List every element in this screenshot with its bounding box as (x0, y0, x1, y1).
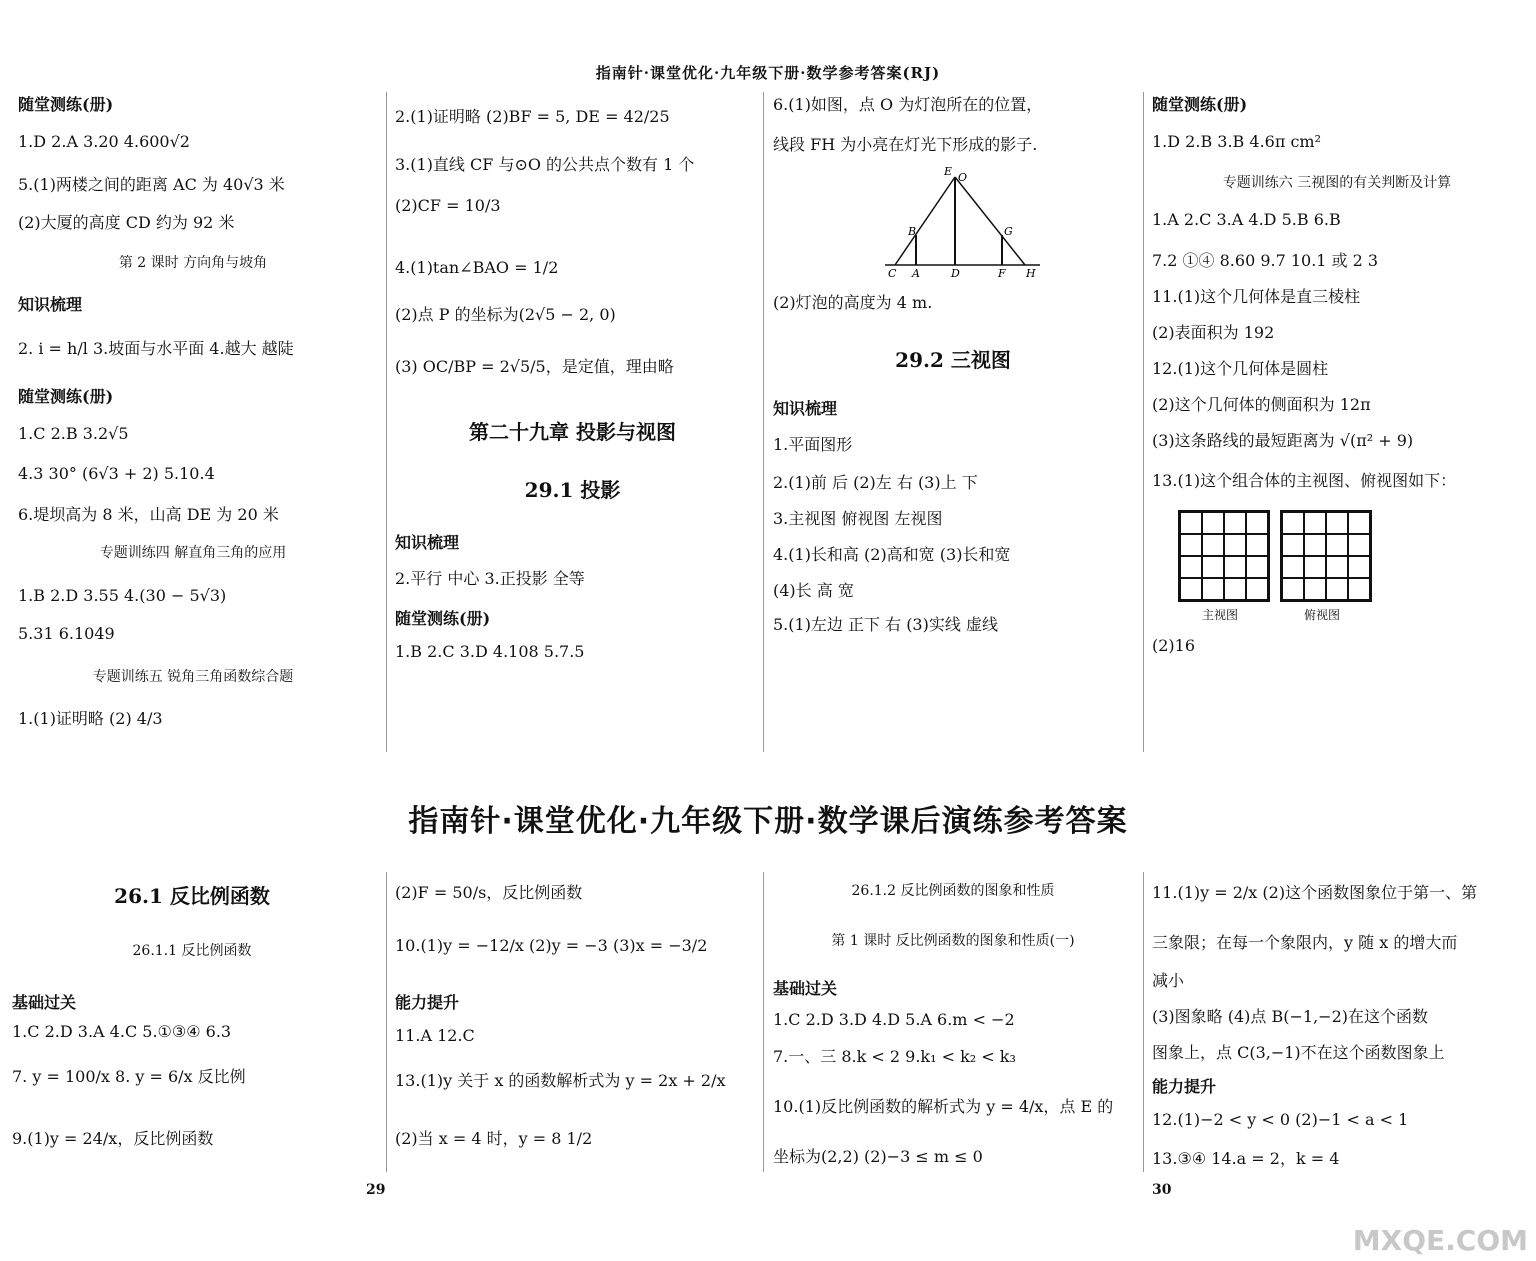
answer-line: 随堂测练(册) (395, 609, 491, 628)
grid-cell (1202, 534, 1224, 556)
grid-cell (1348, 578, 1370, 600)
answer-line: (2)当 x = 4 时，y = 8 1/2 (395, 1129, 593, 1148)
grid-cell (1246, 578, 1268, 600)
grid-cell (1180, 534, 1202, 556)
answer-line: 1.B 2.D 3.55 4.(30 − 5√3) (18, 586, 227, 605)
grid-cell (1246, 534, 1268, 556)
running-header: 指南针·课堂优化·九年级下册·数学参考答案(RJ) (595, 64, 941, 82)
answer-line: 减小 (1152, 971, 1185, 990)
answer-line: (2)点 P 的坐标为(2√5 − 2, 0) (395, 305, 616, 324)
answer-line: (2)大厦的高度 CD 约为 92 米 (18, 213, 235, 232)
answer-line: (2)灯泡的高度为 4 m. (773, 293, 933, 312)
answer-line: 4.(1)长和高 (2)高和宽 (3)长和宽 (773, 545, 1011, 564)
answer-line: 专题训练四 解直角三角的应用 (99, 545, 287, 561)
front-view-grid (1178, 510, 1270, 602)
answer-line: 第 2 课时 方向角与坡角 (118, 255, 268, 271)
figure-point-label: C (888, 267, 897, 280)
answer-line: 线段 FH 为小亮在灯光下形成的影子. (773, 135, 1038, 154)
grid-cell (1326, 578, 1348, 600)
answer-line: 3.(1)直线 CF 与⊙O 的公共点个数有 1 个 (395, 155, 695, 174)
figure-point-label: B (908, 225, 917, 238)
answer-line: 5.(1)左边 正下 右 (3)实线 虚线 (773, 615, 998, 634)
view-caption: 主视图 (1202, 608, 1239, 622)
figure-point-label: H (1026, 267, 1036, 280)
answer-line: 5.(1)两楼之间的距离 AC 为 40√3 米 (18, 175, 285, 194)
answer-line: 29.2 三视图 (895, 348, 1011, 372)
answer-line: 13.(1)这个组合体的主视图、俯视图如下： (1152, 471, 1457, 490)
column-divider (386, 872, 387, 1172)
answer-line: 12.(1)−2 < y < 0 (2)−1 < a < 1 (1152, 1110, 1409, 1129)
answer-line: (3)这条路线的最短距离为 √(π² + 9) (1152, 431, 1414, 450)
answer-line: 2.(1)前 后 (2)左 右 (3)上 下 (773, 473, 978, 492)
answer-line: 基础过关 (12, 993, 77, 1012)
answer-line: (2)16 (1152, 636, 1196, 655)
answer-line: 1.D 2.A 3.20 4.600√2 (18, 132, 190, 151)
column-divider (763, 872, 764, 1172)
lamp-shadow-figure (880, 165, 1050, 280)
grid-cell (1282, 578, 1304, 600)
answer-line: 11.(1)y = 2/x (2)这个函数图象位于第一、第 (1152, 883, 1478, 902)
answer-line: 三象限；在每一个象限内，y 随 x 的增大而 (1152, 933, 1458, 952)
grid-cell (1180, 512, 1202, 534)
answer-line: 随堂测练(册) (18, 387, 114, 406)
grid-cell (1246, 512, 1268, 534)
answer-line: 第二十九章 投影与视图 (469, 420, 676, 444)
answer-line: 图象上，点 C(3,−1)不在这个函数图象上 (1152, 1043, 1445, 1062)
answer-line: 专题训练六 三视图的有关判断及计算 (1222, 175, 1452, 191)
grid-cell (1202, 578, 1224, 600)
page-number-right: 30 (1152, 1182, 1172, 1198)
answer-line: 1.A 2.C 3.A 4.D 5.B 6.B (1152, 210, 1341, 229)
view-caption: 俯视图 (1304, 608, 1341, 622)
answer-line: (2)F = 50/s，反比例函数 (395, 883, 583, 902)
grid-cell (1282, 512, 1304, 534)
answer-line: 1.(1)证明略 (2) 4/3 (18, 709, 163, 728)
answer-line: 2.平行 中心 3.正投影 全等 (395, 569, 585, 588)
answer-line: 26.1.1 反比例函数 (132, 943, 252, 959)
answer-line: 11.A 12.C (395, 1026, 475, 1045)
grid-cell (1304, 512, 1326, 534)
answer-line: 7. y = 100/x 8. y = 6/x 反比例 (12, 1067, 246, 1086)
answer-line: 26.1.2 反比例函数的图象和性质 (851, 883, 1055, 899)
grid-cell (1282, 556, 1304, 578)
figure-point-label: A (912, 267, 920, 280)
answer-line: 1.C 2.D 3.D 4.D 5.A 6.m < −2 (773, 1010, 1015, 1029)
answer-line: 2. i = h/l 3.坡面与水平面 4.越大 越陡 (18, 339, 294, 358)
answer-line: 1.C 2.B 3.2√5 (18, 424, 129, 443)
answer-line: (2)这个几何体的侧面积为 12π (1152, 395, 1371, 414)
answer-line: 6.堤坝高为 8 米，山高 DE 为 20 米 (18, 505, 279, 524)
answer-line: (2)表面积为 192 (1152, 323, 1275, 342)
answer-line: (3) OC/BP = 2√5/5，是定值，理由略 (395, 357, 674, 376)
column-divider (1143, 92, 1144, 752)
answer-line: 2.(1)证明略 (2)BF = 5, DE = 42/25 (395, 107, 670, 126)
grid-cell (1304, 556, 1326, 578)
answer-line: 10.(1)反比例函数的解析式为 y = 4/x，点 E 的 (773, 1097, 1114, 1116)
answer-line: 基础过关 (773, 979, 838, 998)
answer-line: 4.3 30° (6√3 + 2) 5.10.4 (18, 464, 215, 483)
grid-cell (1224, 556, 1246, 578)
answer-line: 能力提升 (1152, 1077, 1217, 1096)
answer-line: 26.1 反比例函数 (114, 884, 270, 908)
grid-cell (1304, 534, 1326, 556)
figure-point-label: D (951, 267, 960, 280)
answer-line: 29.1 投影 (524, 478, 621, 502)
grid-cell (1180, 556, 1202, 578)
figure-point-label: O (958, 171, 968, 184)
answer-line: 9.(1)y = 24/x，反比例函数 (12, 1129, 214, 1148)
answer-line: 7.一、三 8.k < 2 9.k₁ < k₂ < k₃ (773, 1047, 1016, 1066)
answer-line: 1.平面图形 (773, 435, 853, 454)
answer-line: (3)图象略 (4)点 B(−1,−2)在这个函数 (1152, 1007, 1429, 1026)
answer-line: 13.(1)y 关于 x 的函数解析式为 y = 2x + 2/x (395, 1071, 726, 1090)
grid-cell (1326, 534, 1348, 556)
answer-line: 1.B 2.C 3.D 4.108 5.7.5 (395, 642, 585, 661)
answer-line: 随堂测练(册) (18, 95, 114, 114)
answer-line: 11.(1)这个几何体是直三棱柱 (1152, 287, 1361, 306)
answer-line: 10.(1)y = −12/x (2)y = −3 (3)x = −3/2 (395, 936, 708, 955)
figure-point-label: E (944, 165, 953, 178)
grid-cell (1224, 578, 1246, 600)
answer-line: 6.(1)如图，点 O 为灯泡所在的位置， (773, 95, 1043, 114)
grid-cell (1326, 556, 1348, 578)
grid-cell (1326, 512, 1348, 534)
answer-line: 5.31 6.1049 (18, 624, 115, 643)
grid-cell (1304, 578, 1326, 600)
answer-line: 专题训练五 锐角三角函数综合题 (92, 669, 294, 685)
answer-line: 1.D 2.B 3.B 4.6π cm² (1152, 132, 1321, 151)
answer-line: (2)CF = 10/3 (395, 196, 501, 215)
answer-line: 随堂测练(册) (1152, 95, 1248, 114)
grid-cell (1348, 556, 1370, 578)
answer-line: 知识梳理 (18, 295, 83, 314)
answer-line: 3.主视图 俯视图 左视图 (773, 509, 943, 528)
answer-line: 7.2 ①④ 8.60 9.7 10.1 或 2 3 (1152, 251, 1379, 270)
answer-line: 能力提升 (395, 993, 460, 1012)
top-view-grid (1280, 510, 1372, 602)
column-divider (1143, 872, 1144, 1172)
grid-cell (1202, 512, 1224, 534)
grid-cell (1348, 512, 1370, 534)
answer-line: 1.C 2.D 3.A 4.C 5.①③④ 6.3 (12, 1022, 232, 1041)
figure-point-label: G (1004, 225, 1013, 238)
answer-line: 4.(1)tan∠BAO = 1/2 (395, 258, 559, 277)
watermark-logo: MXQE.COM (1352, 1224, 1528, 1257)
grid-cell (1224, 512, 1246, 534)
column-divider (763, 92, 764, 752)
column-divider (386, 92, 387, 752)
grid-cell (1202, 556, 1224, 578)
grid-cell (1282, 534, 1304, 556)
answer-line: 知识梳理 (773, 399, 838, 418)
answer-line: (4)长 高 宽 (773, 581, 854, 600)
answer-section-title: 指南针·课堂优化·九年级下册·数学课后演练参考答案 (408, 804, 1128, 839)
figure-point-label: F (998, 267, 1006, 280)
grid-cell (1224, 534, 1246, 556)
grid-cell (1246, 556, 1268, 578)
answer-line: 12.(1)这个几何体是圆柱 (1152, 359, 1329, 378)
page-number-left: 29 (366, 1182, 386, 1198)
grid-cell (1180, 578, 1202, 600)
answer-line: 知识梳理 (395, 533, 460, 552)
answer-line: 第 1 课时 反比例函数的图象和性质(一) (831, 933, 1075, 949)
grid-cell (1348, 534, 1370, 556)
answer-line: 13.③④ 14.a = 2，k = 4 (1152, 1149, 1340, 1168)
answer-line: 坐标为(2,2) (2)−3 ≤ m ≤ 0 (773, 1147, 983, 1166)
